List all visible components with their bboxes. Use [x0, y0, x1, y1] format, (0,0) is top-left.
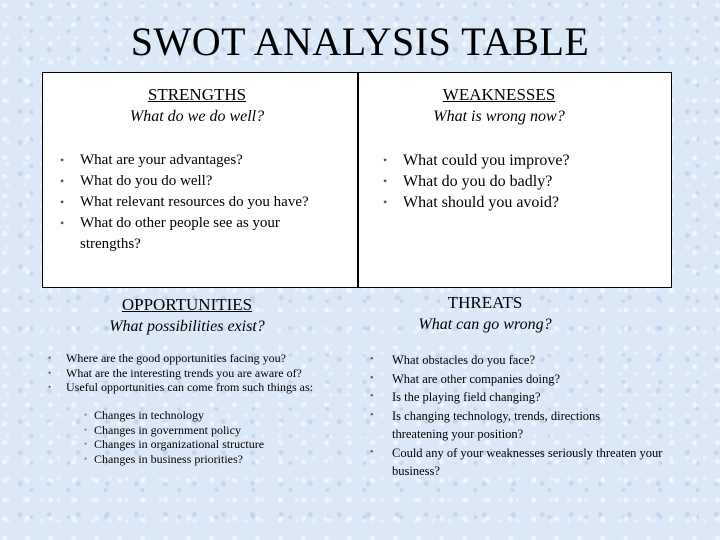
- opportunities-question: What possibilities exist?: [109, 318, 265, 335]
- list-item: • What do you do badly?: [383, 173, 553, 190]
- strengths-question: What do we do well?: [129, 108, 265, 125]
- opportunities-quadrant: [42, 294, 332, 338]
- bullet-icon: •: [60, 153, 65, 167]
- list-item: • Is changing technology, trends, directions threatening your position?: [370, 408, 601, 441]
- threats-title: THREATS: [447, 293, 523, 312]
- bullet-icon: •: [383, 153, 388, 167]
- list-item: • What are your advantages?: [60, 150, 350, 171]
- bullet-icon: •: [84, 424, 88, 435]
- bullet-icon: •: [48, 353, 52, 363]
- list-item: • Where are the good opportunities facing you?: [48, 351, 286, 365]
- threats-list: [370, 351, 672, 481]
- opportunities-sublist: [48, 408, 360, 466]
- list-item: • Changes in organizational structure: [84, 437, 265, 451]
- list-item: • Changes in technology: [84, 408, 204, 422]
- list-item: • What do you do well?: [60, 171, 350, 192]
- list-item: • What are the interesting trends you are aware of?: [48, 365, 302, 380]
- bullet-icon: •: [60, 195, 65, 209]
- list-item: • What should you avoid?: [383, 194, 559, 211]
- strengths-title: STRENGTHS: [147, 85, 247, 104]
- strengths-quadrant: [42, 84, 352, 128]
- bullet-icon: •: [84, 410, 88, 420]
- weaknesses-header: [359, 84, 639, 128]
- bullet-icon: •: [370, 446, 374, 458]
- list-item: • Useful opportunities can come from such things as:: [48, 380, 313, 394]
- list-item: • What obstacles do you face?: [370, 351, 672, 370]
- opportunities-list: [48, 351, 360, 395]
- bullet-icon: •: [60, 174, 65, 188]
- threats-question: What can go wrong?: [418, 316, 552, 333]
- list-item: • What relevant resources do you have?: [60, 192, 350, 213]
- list-item: • Could any of your weaknesses seriously threaten your business?: [370, 445, 663, 478]
- list-item: • Is the playing field changing?: [370, 388, 672, 407]
- opportunities-title: OPPORTUNITIES: [121, 295, 253, 314]
- list-item: • What could you improve?: [383, 152, 570, 169]
- list-item: • Changes in government policy: [84, 422, 241, 437]
- bullet-icon: •: [370, 372, 374, 384]
- bullet-icon: •: [60, 216, 65, 230]
- bullet-icon: •: [370, 391, 374, 402]
- page-title: SWOT ANALYSIS TABLE: [130, 19, 590, 64]
- threats-header: [395, 292, 575, 336]
- bullet-icon: •: [383, 195, 388, 209]
- list-item: • Changes in business priorities?: [84, 451, 243, 466]
- bullet-icon: •: [48, 382, 52, 392]
- threats-quadrant: [395, 292, 575, 336]
- bullet-icon: •: [84, 453, 88, 464]
- weaknesses-quadrant: [359, 84, 639, 128]
- bullet-icon: •: [383, 174, 388, 188]
- bullet-icon: •: [370, 409, 374, 421]
- opportunities-header: [42, 294, 332, 338]
- strengths-list: [60, 150, 350, 255]
- bullet-icon: •: [48, 367, 52, 378]
- weaknesses-list: [383, 150, 668, 213]
- weaknesses-title: WEAKNESSES: [442, 85, 556, 104]
- bullet-icon: •: [370, 354, 374, 365]
- weaknesses-question: What is wrong now?: [433, 108, 565, 125]
- list-item: • What are other companies doing?: [370, 370, 672, 389]
- bullet-icon: •: [84, 439, 88, 449]
- list-item: • What do other people see as your strengths?: [60, 215, 280, 252]
- strengths-header: [42, 84, 352, 128]
